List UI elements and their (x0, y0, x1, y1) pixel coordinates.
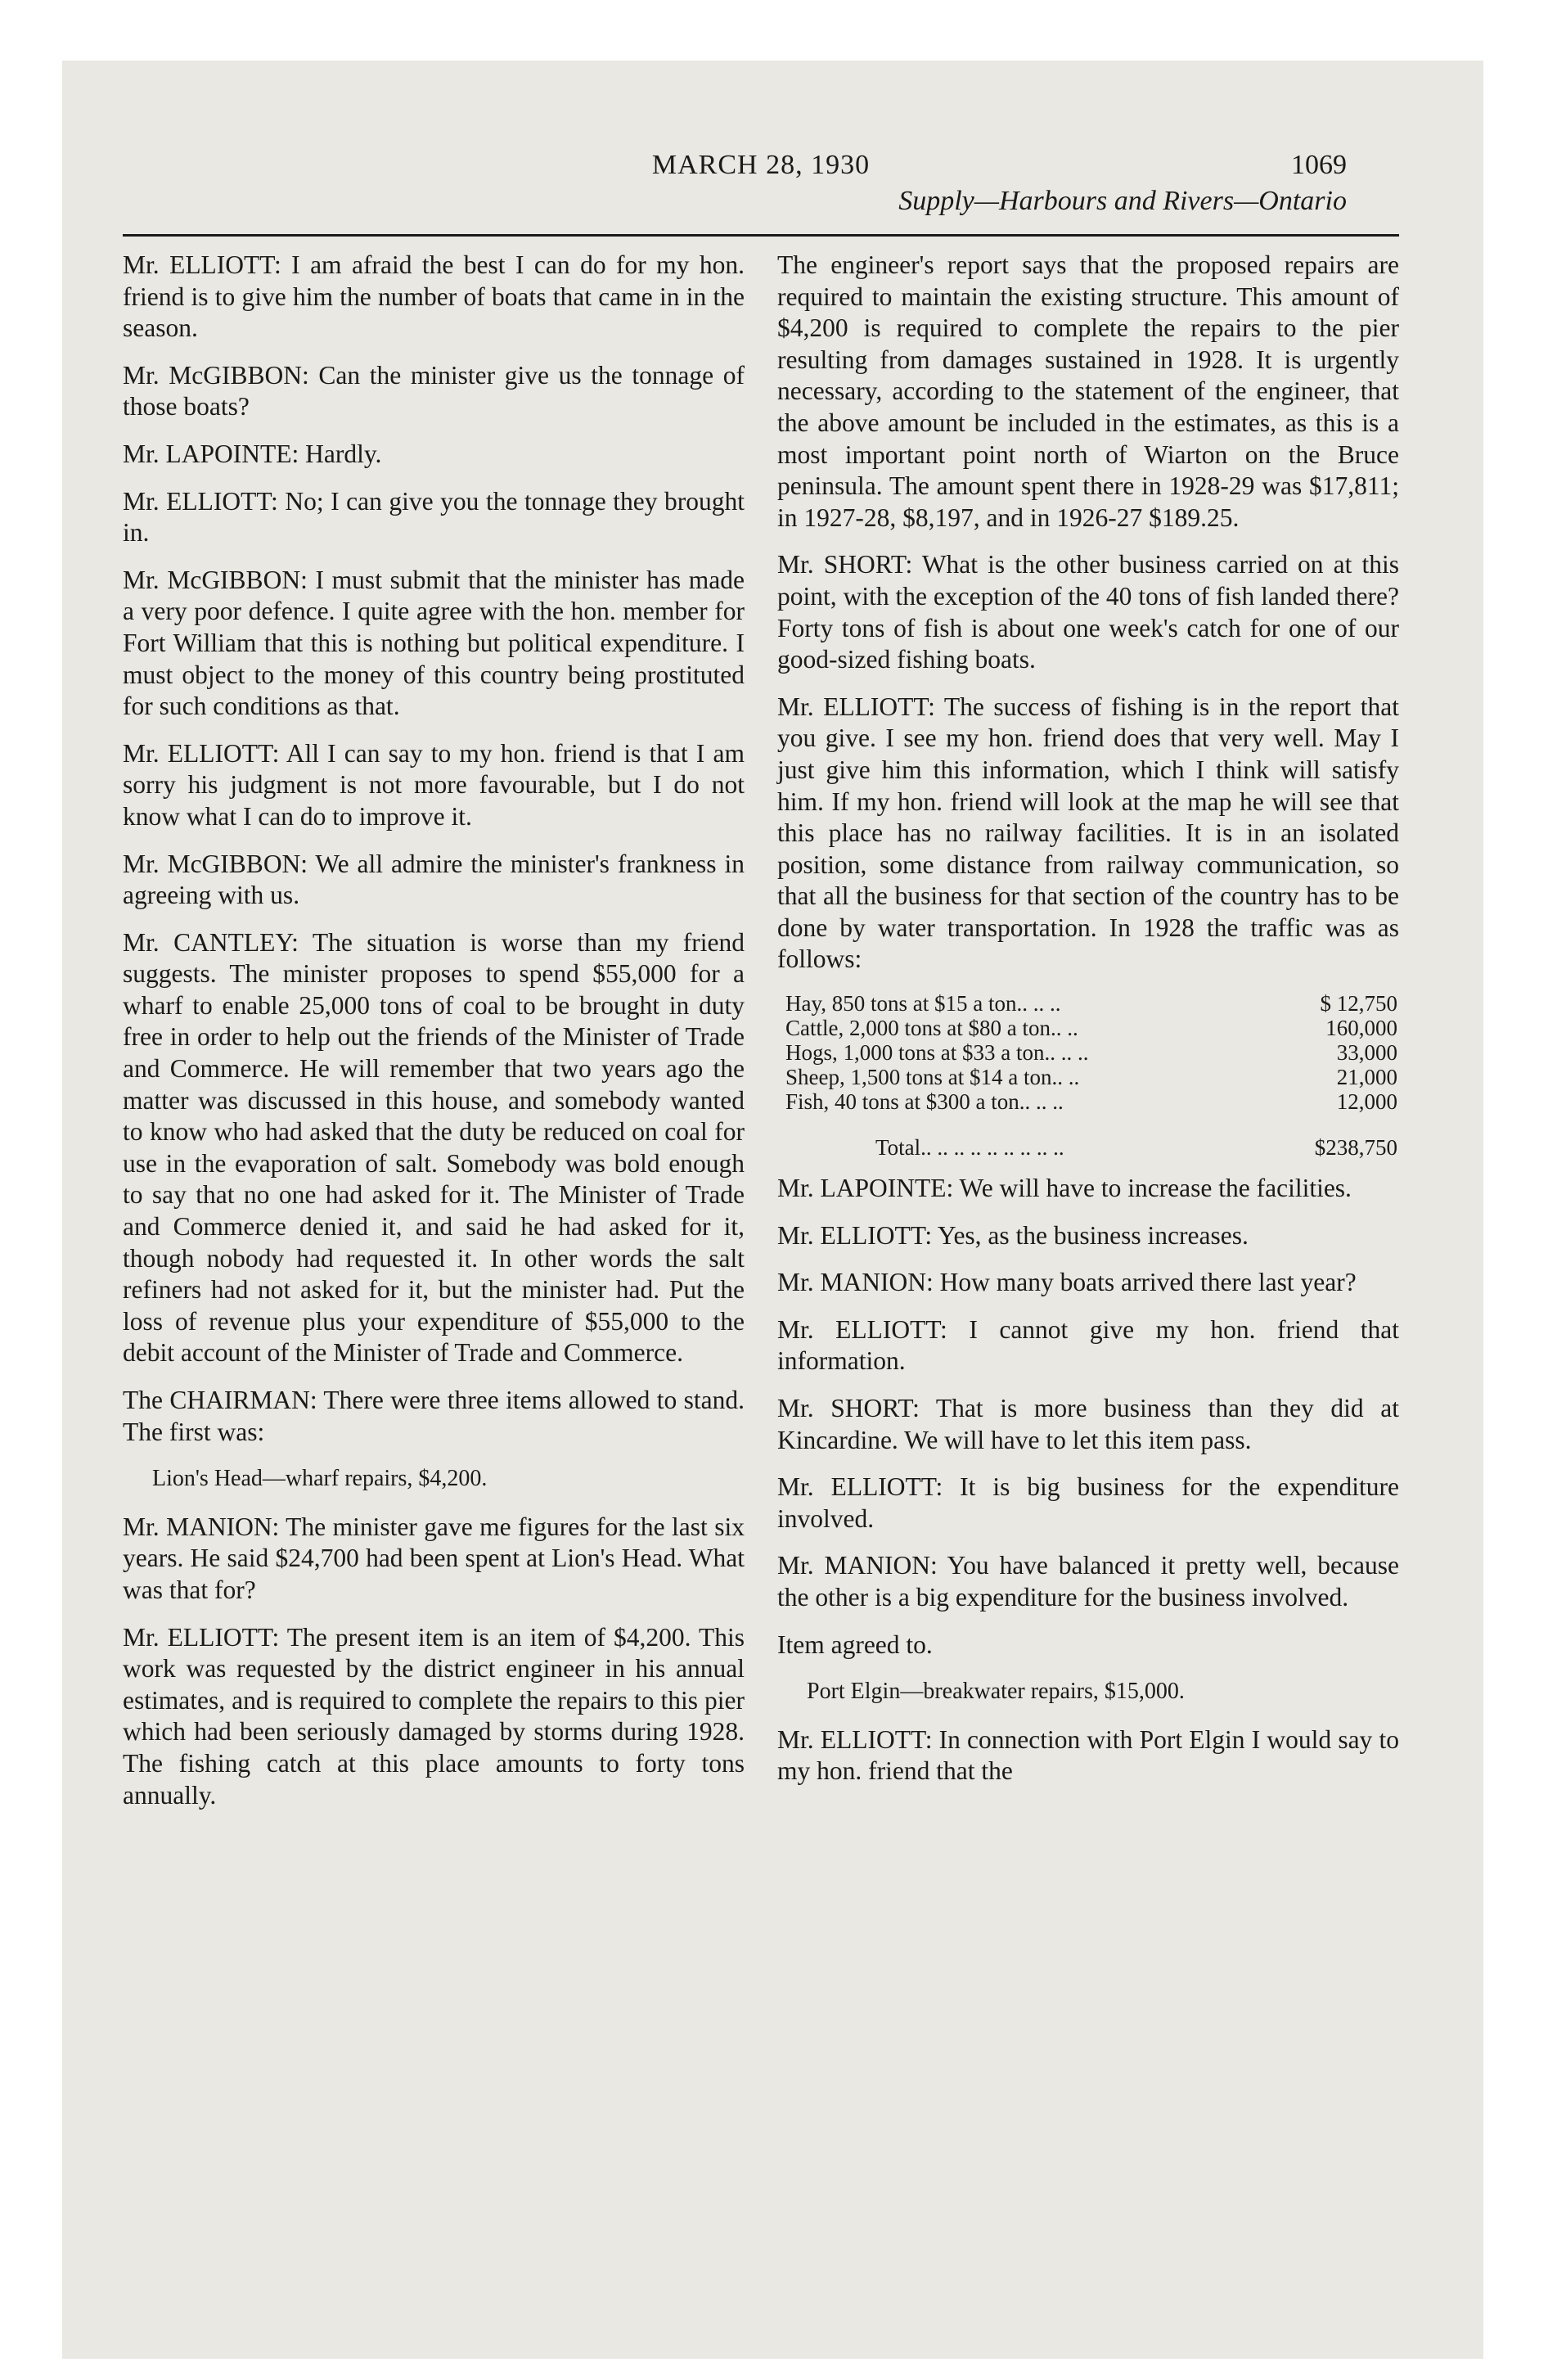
paragraph: Mr. MANION: The minister gave me figures for the last six years. He said $24,700 had been spent at Lion's Head. What was that for? (123, 1512, 745, 1604)
paragraph: Mr. ELLIOTT: I am afraid the best I can do for my hon. friend is to give him the number of boats that came in in the season. (123, 250, 745, 343)
left-column (123, 250, 745, 1827)
paragraph: Mr. CANTLEY: The situation is worse than my friend suggests. The minister proposes to spend $55,000 for a wharf to enable 25,000 tons of coal to be brought in duty free in order to help out the friends of the Minister of Trade and Commerce. He will remember that two years ago the matter was discussed in this house, and somebody wanted to know who had asked that the duty be reduced on coal for use in the evaporation of salt. Somebody was bold enough to say that no one had asked for it. The Minister of Trade and Commerce denied it, and said he had asked for it, though nobody had requested it. In other words the salt refiners had not asked for it, but the minister had. Put the loss of revenue plus your expenditure of $55,000 to the debit account of the Minister of Trade and Commerce. (123, 927, 745, 1368)
paragraph: Mr. ELLIOTT: It is big business for the expenditure involved. (777, 1472, 1399, 1533)
table-row (785, 1089, 1407, 1114)
paragraph: Mr. MANION: How many boats arrived there last year? (777, 1268, 1357, 1297)
table-total-label: Total.. .. .. .. .. .. .. .. .. (875, 1135, 1064, 1161)
table-cell-amount: $ 12,750 (1320, 991, 1397, 1016)
paragraph: Mr. ELLIOTT: I cannot give my hon. friend that information. (777, 1314, 1399, 1376)
paragraph: The engineer's report says that the proposed repairs are required to maintain the existing structure. This amount of $4,200 is required to complete the repairs to the pier resulting from damages sustained in 1928. It is urgently necessary, according to the statement of the engineer, that the above amount be included in the estimates, as this is a most important point north of Wiarton on the Bruce peninsula. The amount spent there in 1928-29 was $17,811; in 1927-28, $8,197, and in 1926-27 $189.25. (777, 250, 1399, 532)
header-rule (123, 234, 1399, 237)
hansard-page (123, 149, 1399, 2293)
paragraph: Mr. ELLIOTT: No; I can give you the tonnage they brought in. (123, 486, 745, 548)
table-total-amount: $238,750 (1314, 1135, 1397, 1161)
table-cell-label: Fish, 40 tons at $300 a ton.. .. .. (785, 1089, 1064, 1115)
table-cell-label: Hogs, 1,000 tons at $33 a ton.. .. .. (785, 1040, 1089, 1066)
table-row (785, 1065, 1407, 1089)
table-cell-amount: 12,000 (1336, 1089, 1397, 1115)
table-cell-label: Cattle, 2,000 tons at $80 a ton.. .. (785, 1016, 1078, 1041)
paragraph: Mr. ELLIOTT: The present item is an item of $4,200. This work was requested by the district engineer in his annual estimates, and is required to complete the repairs to this pier which had been seriously damaged by storms during 1928. The fishing catch at this place amounts to forty tons annually. (123, 1622, 745, 1810)
table-total-row (785, 1114, 1407, 1160)
paragraph: Mr. MANION: You have balanced it pretty well, because the other is a big expenditure for the business involved. (777, 1551, 1399, 1611)
paragraph: Mr. ELLIOTT: The success of fishing is in the report that you give. I see my hon. friend does that very well. May I just give him this information, which I think will satisfy him. If my hon. friend will look at the map he will see that this place has no railway facilities. It is in an isolated position, some distance from railway communication, so that all the business for that section of the country has to be done by water transportation. In 1928 the traffic was as follows: (777, 692, 1399, 974)
table-cell-label: Hay, 850 tons at $15 a ton.. .. .. (785, 991, 1061, 1016)
header-date: MARCH 28, 1930 (651, 150, 871, 180)
paragraph: Mr. LAPOINTE: Hardly. (123, 439, 382, 468)
paragraph: Item agreed to. (777, 1629, 933, 1659)
table-cell-amount: 21,000 (1336, 1065, 1397, 1090)
right-column (777, 250, 1399, 1803)
table-row (785, 991, 1407, 1016)
page-header (123, 149, 1399, 246)
table-row (785, 1016, 1407, 1040)
table-cell-amount: 33,000 (1336, 1040, 1397, 1066)
paragraph: Mr. ELLIOTT: In connection with Port Elgin I would say to my hon. friend that the (777, 1724, 1399, 1786)
page-number: 1069 (1291, 150, 1347, 180)
table-cell-amount: 160,000 (1325, 1016, 1397, 1041)
traffic-table (785, 991, 1407, 1160)
header-subtitle: Supply—Harbours and Rivers—Ontario (898, 186, 1347, 216)
estimate-item: Lion's Head—wharf repairs, $4,200. (152, 1466, 488, 1492)
paragraph: Mr. McGIBBON: I must submit that the minister has made a very poor defence. I quite agree with the hon. member for Fort William that this is nothing but political expenditure. I must object to the money of this country being prostituted for such conditions as that. (123, 565, 745, 721)
paragraph: Mr. ELLIOTT: Yes, as the business increases. (777, 1220, 1249, 1250)
estimate-item: Port Elgin—breakwater repairs, $15,000. (807, 1679, 1185, 1705)
paragraph: The CHAIRMAN: There were three items allowed to stand. The first was: (123, 1386, 745, 1446)
paragraph: Mr. ELLIOTT: All I can say to my hon. friend is that I am sorry his judgment is not more favourable, but I do not know what I can do to improve it. (123, 738, 745, 831)
table-row (785, 1040, 1407, 1065)
paragraph: Mr. McGIBBON: Can the minister give us the tonnage of those boats? (123, 360, 745, 421)
paragraph: Mr. SHORT: What is the other business carried on at this point, with the exception of the 40 tons of fish landed there? Forty tons of fish is about one week's catch for one of our good-sized fishing boats. (777, 550, 1399, 674)
paragraph: Mr. SHORT: That is more business than they did at Kincardine. We will have to let this item pass. (777, 1394, 1399, 1454)
paragraph: Mr. McGIBBON: We all admire the minister's frankness in agreeing with us. (123, 849, 745, 910)
table-cell-label: Sheep, 1,500 tons at $14 a ton.. .. (785, 1065, 1080, 1090)
paragraph: Mr. LAPOINTE: We will have to increase the facilities. (777, 1174, 1352, 1203)
